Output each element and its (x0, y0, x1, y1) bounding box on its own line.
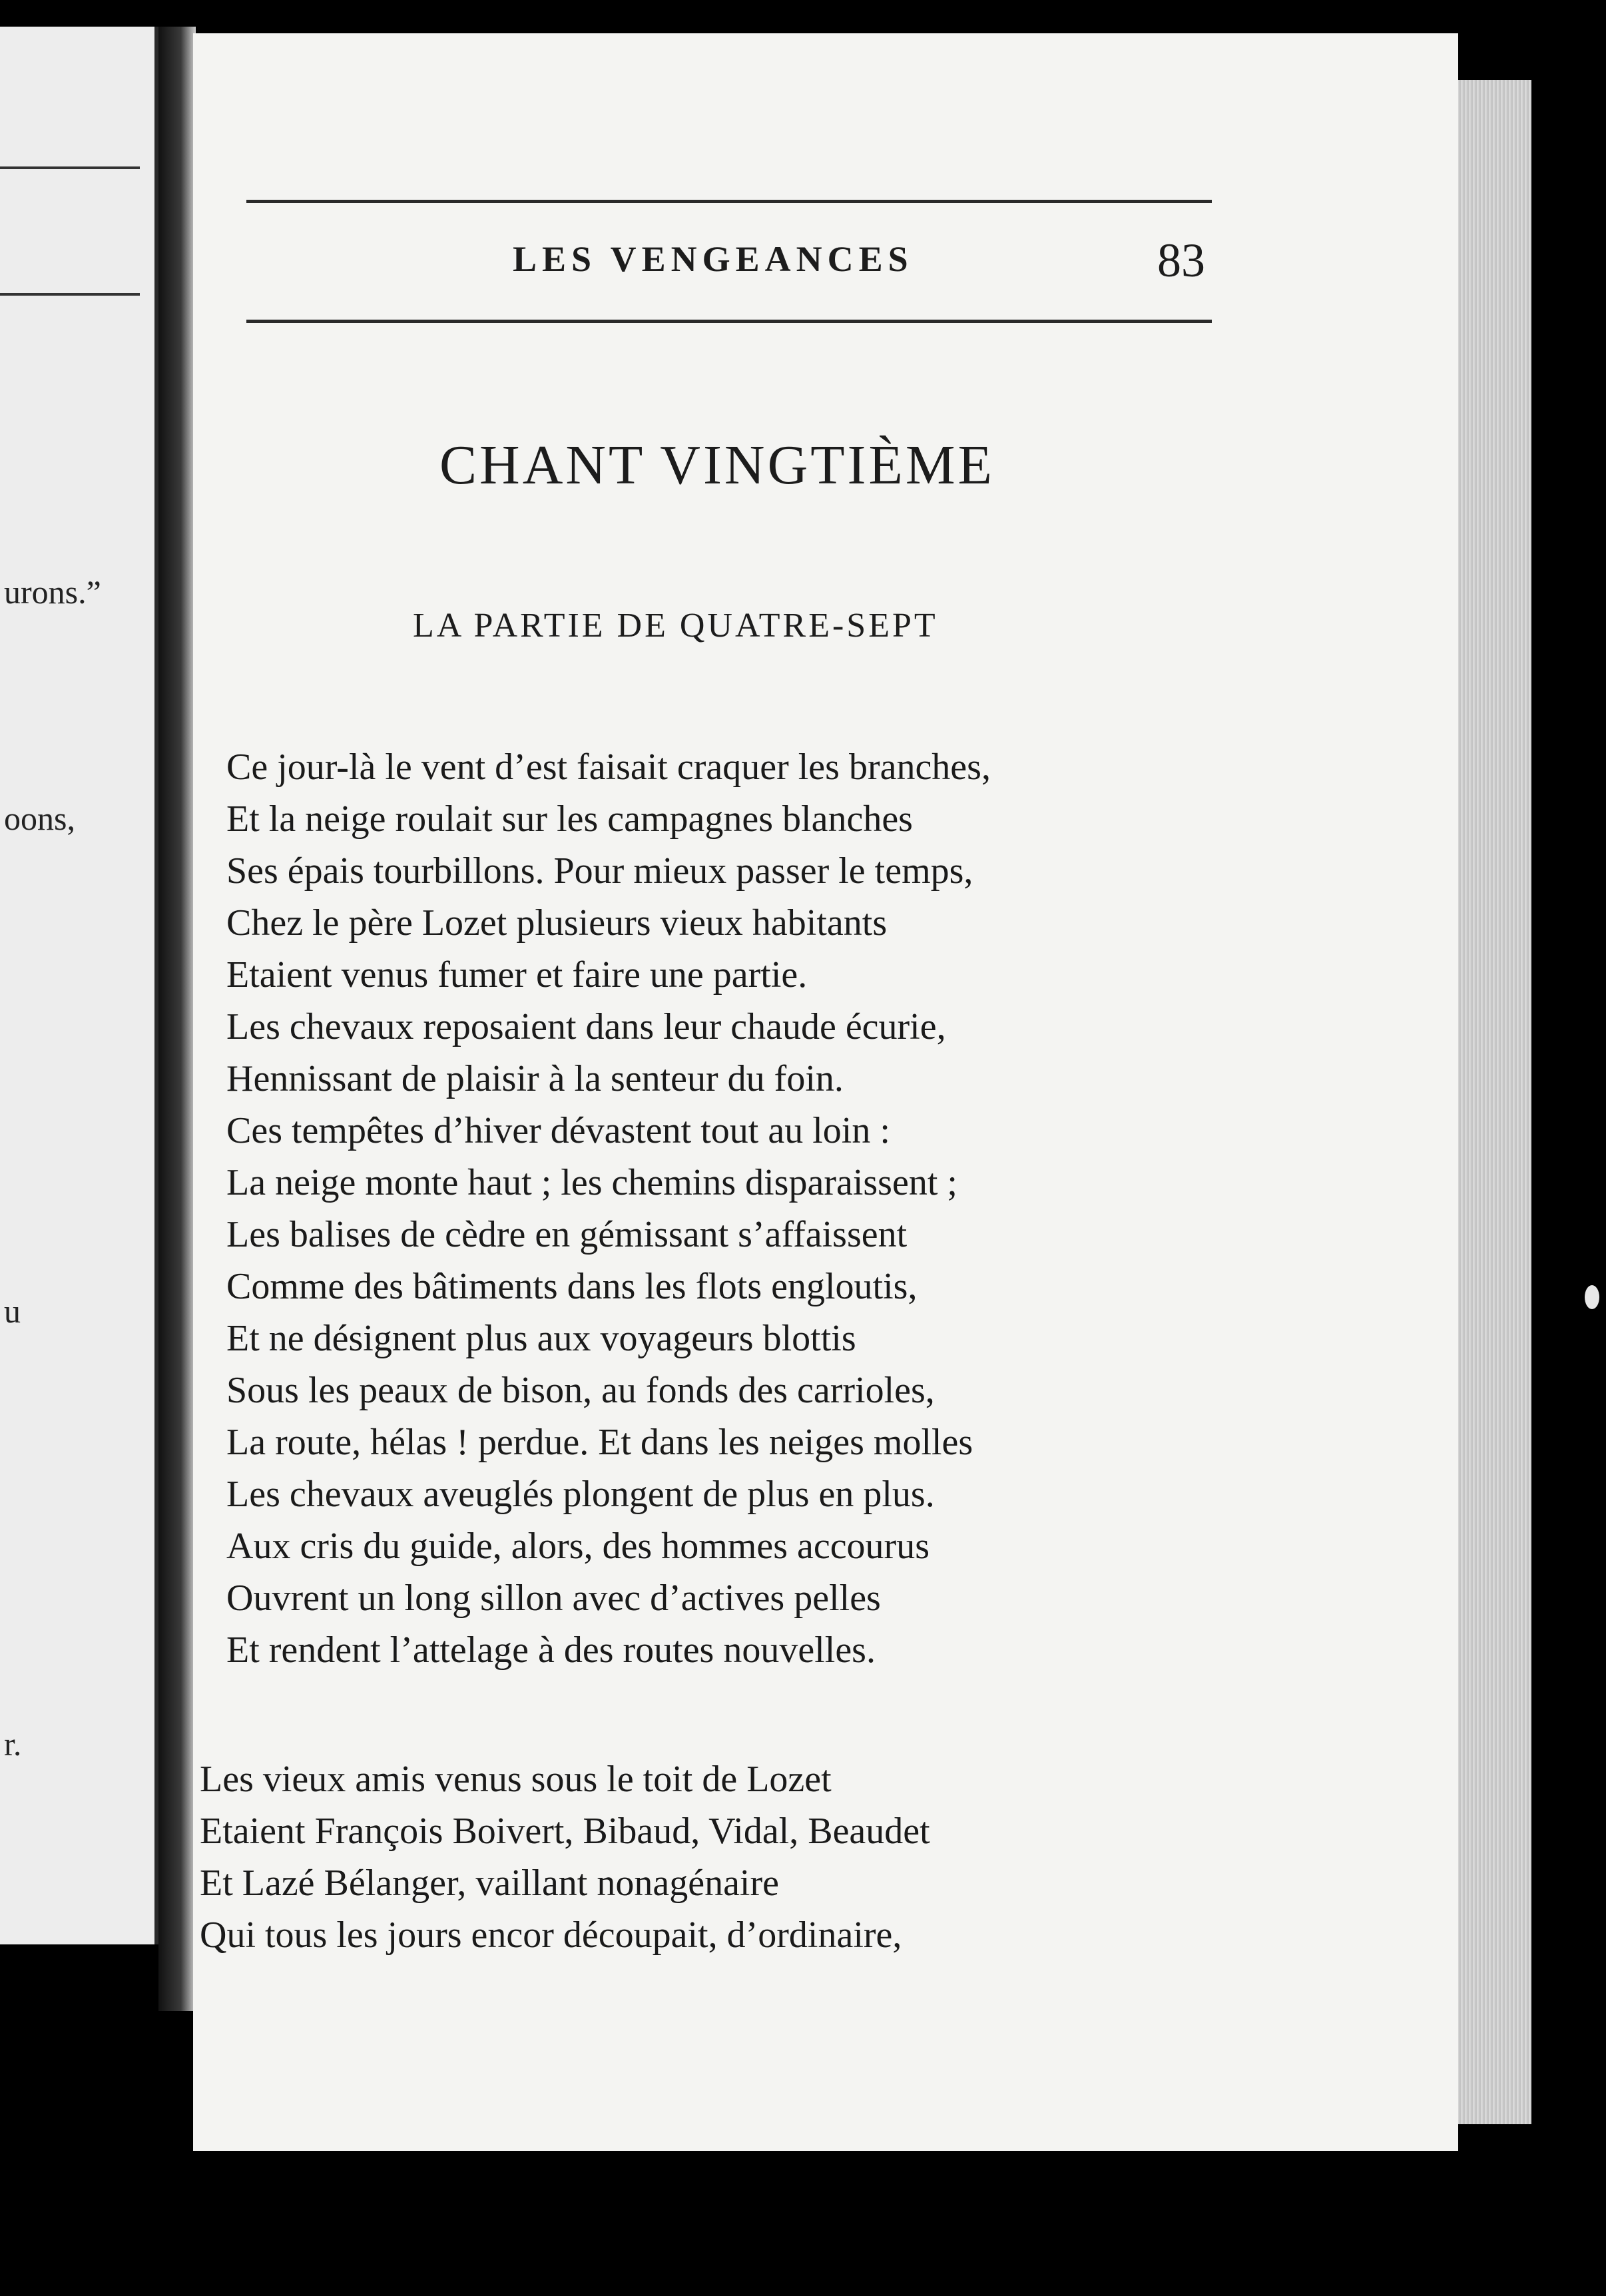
verse-line: La route, hélas ! perdue. Et dans les neiges molles (226, 1422, 973, 1463)
verse-line: Comme des bâtiments dans les flots engloutis, (226, 1266, 918, 1307)
chapter-subtitle: LA PARTIE DE QUATRE-SEPT (413, 607, 938, 645)
verse-line: Et rendent l’attelage à des routes nouvelles. (226, 1629, 876, 1671)
scan-artifact (1585, 1285, 1599, 1309)
running-head: LES VENGEANCES (513, 239, 914, 279)
verse-line: Les vieux amis venus sous le toit de Lozet (200, 1759, 832, 1800)
verse-line: Etaient venus fumer et faire une partie. (226, 954, 808, 996)
previous-page (0, 27, 158, 1944)
header-rule-bottom (246, 320, 1212, 323)
verse-line: Ouvrent un long sillon avec d’actives pelles (226, 1578, 881, 1619)
verse-line: Les balises de cèdre en gémissant s’affaissent (226, 1214, 908, 1255)
verse-line: Ce jour-là le vent d’est faisait craquer les branches, (226, 746, 991, 788)
page-number: 83 (1157, 234, 1205, 287)
verse-line: Et la neige roulait sur les campagnes blanches (226, 798, 913, 840)
verse-line: Hennissant de plaisir à la senteur du foin. (226, 1058, 844, 1099)
verse-line: Et Lazé Bélanger, vaillant nonagénaire (200, 1863, 779, 1904)
verse-line: Chez le père Lozet plusieurs vieux habitants (226, 902, 888, 944)
verse-line: Sous les peaux de bison, au fonds des carrioles, (226, 1370, 935, 1411)
previous-page-fragment: u (4, 1292, 21, 1330)
verse-line: Les chevaux aveuglés plongent de plus en plus. (226, 1474, 935, 1515)
verse-line: Etaient François Boivert, Bibaud, Vidal, Beaudet (200, 1811, 930, 1852)
verse-line: La neige monte haut ; les chemins disparaissent ; (226, 1162, 957, 1203)
previous-page-rule (0, 166, 140, 169)
previous-page-fragment: oons, (4, 800, 75, 837)
book-spine-shadow (158, 27, 196, 2011)
verse-line: Ces tempêtes d’hiver dévastent tout au loin : (226, 1110, 890, 1151)
verse-line: Ses épais tourbillons. Pour mieux passer le temps, (226, 850, 973, 892)
page-edges (1458, 80, 1531, 2124)
verse-line: Qui tous les jours encor découpait, d’ordinaire, (200, 1914, 902, 1956)
verse-line: Et ne désignent plus aux voyageurs blottis (226, 1318, 856, 1359)
verse-line: Les chevaux reposaient dans leur chaude écurie, (226, 1006, 946, 1047)
previous-page-fragment: r. (4, 1725, 22, 1763)
chapter-title: CHANT VINGTIÈME (439, 434, 995, 496)
previous-page-rule (0, 293, 140, 296)
previous-page-fragment: urons.” (4, 573, 101, 611)
header-rule-top (246, 200, 1212, 203)
verse-line: Aux cris du guide, alors, des hommes accourus (226, 1526, 930, 1567)
